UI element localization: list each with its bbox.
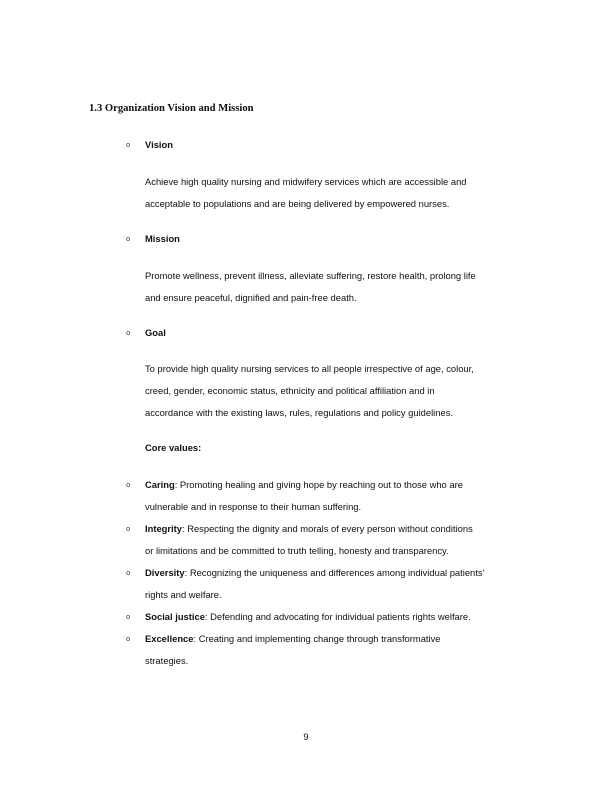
bullet-icon: o	[126, 141, 131, 149]
vision-text: acceptable to populations and are being delivered by empowered nurses.	[145, 198, 450, 209]
goal-title: Goal	[145, 327, 166, 338]
vision-title: Vision	[145, 139, 173, 150]
core-value-text: or limitations and be committed to truth telling, honesty and transparency.	[145, 545, 449, 556]
mission-text: and ensure peaceful, dignified and pain-free death.	[145, 292, 357, 303]
core-value-item: Integrity: Respecting the dignity and morals of every person without conditions	[145, 523, 473, 534]
bullet-icon: o	[126, 329, 131, 337]
core-value-item: Social justice: Defending and advocating for individual patients rights welfare.	[145, 611, 471, 622]
core-value-item: Diversity: Recognizing the uniqueness and differences among individual patients’	[145, 567, 485, 578]
bullet-icon: o	[126, 235, 131, 243]
goal-text: To provide high quality nursing services to all people irrespective of age, colour,	[145, 363, 474, 374]
core-value-term: Excellence	[145, 633, 194, 644]
core-value-text: strategies.	[145, 655, 189, 666]
vision-text: Achieve high quality nursing and midwifery services which are accessible and	[145, 176, 467, 187]
bullet-icon: o	[126, 569, 131, 577]
core-value-item: Excellence: Creating and implementing change through transformative	[145, 633, 441, 644]
core-values-title: Core values:	[145, 442, 202, 453]
core-value-term: Diversity	[145, 567, 185, 578]
core-value-term: Integrity	[145, 523, 182, 534]
bullet-icon: o	[126, 525, 131, 533]
goal-text: creed, gender, economic status, ethnicity and political affiliation and in	[145, 385, 435, 396]
core-value-text: rights and welfare.	[145, 589, 222, 600]
page-number: 9	[303, 731, 309, 742]
core-value-term: Caring	[145, 479, 175, 490]
section-heading: 1.3 Organization Vision and Mission	[89, 103, 254, 114]
bullet-icon: o	[126, 613, 131, 621]
bullet-icon: o	[126, 635, 131, 643]
mission-text: Promote wellness, prevent illness, alleviate suffering, restore health, prolong life	[145, 270, 476, 281]
goal-text: accordance with the existing laws, rules, regulations and policy guidelines.	[145, 407, 453, 418]
core-value-term: Social justice	[145, 611, 205, 622]
bullet-icon: o	[126, 481, 131, 489]
mission-title: Mission	[145, 233, 180, 244]
core-value-item: Caring: Promoting healing and giving hope by reaching out to those who are	[145, 479, 463, 490]
core-value-text: vulnerable and in response to their human suffering.	[145, 501, 362, 512]
